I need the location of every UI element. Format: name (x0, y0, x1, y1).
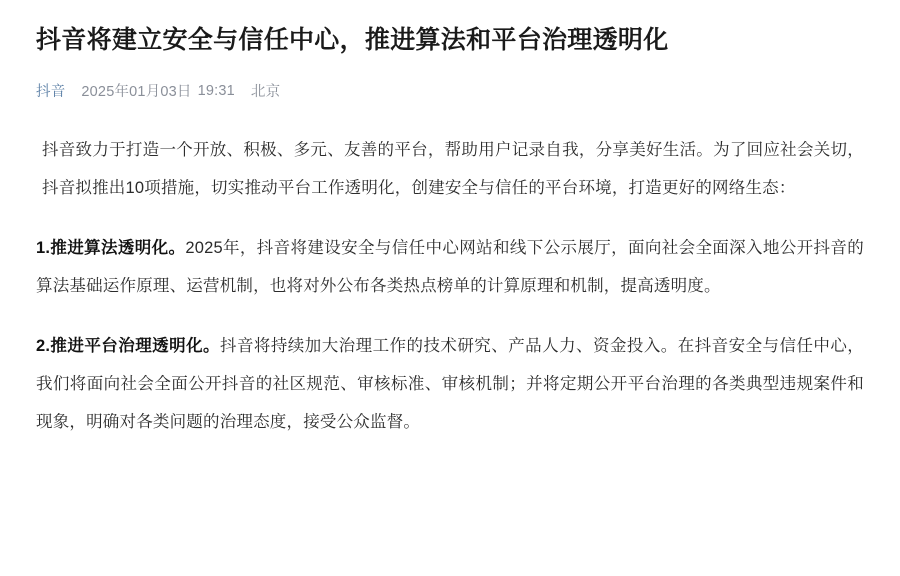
article-body (36, 131, 864, 441)
paragraph-number: 2. (36, 337, 51, 355)
paragraph-intro (36, 131, 864, 207)
paragraph-text: 2025年，抖音将建设安全与信任中心网站和线下公示展厅，面向社会全面深入地公开抖音的算法基础运作原理、运营机制，也将对外公布各类热点榜单的计算原理和机制，提高透明度。 (36, 239, 864, 295)
paragraph-text: 抖音致力于打造一个开放、积极、多元、友善的平台，帮助用户记录自我，分享美好生活。为了回应社会关切，抖音拟推出10项措施，切实推动平台工作透明化，创建安全与信任的平台环境，打造更好的网络生态： (42, 141, 864, 197)
meta-location: 北京 (250, 84, 281, 100)
article-meta (36, 80, 864, 101)
paragraph-lead: 推进算法透明化。 (50, 239, 186, 257)
paragraph-item-2 (36, 327, 864, 441)
paragraph-number: 1. (36, 239, 51, 257)
paragraph-item-1 (36, 229, 864, 305)
page-title: 抖音将建立安全与信任中心，推进算法和平台治理透明化 (36, 26, 669, 54)
paragraph-text: 抖音将持续加大治理工作的技术研究、产品人力、资金投入。在抖音安全与信任中心，我们将面向社会全面公开抖音的社区规范、审核标准、审核机制；并将定期公开平台治理的各类典型违规案件和现象，明确对各类问题的治理态度，接受公众监督。 (36, 337, 865, 431)
meta-date: 2025年01月03日 (81, 84, 192, 100)
paragraph-lead: 推进平台治理透明化。 (50, 337, 220, 355)
meta-time: 19:31 (197, 82, 235, 99)
meta-source[interactable]: 抖音 (36, 84, 66, 100)
